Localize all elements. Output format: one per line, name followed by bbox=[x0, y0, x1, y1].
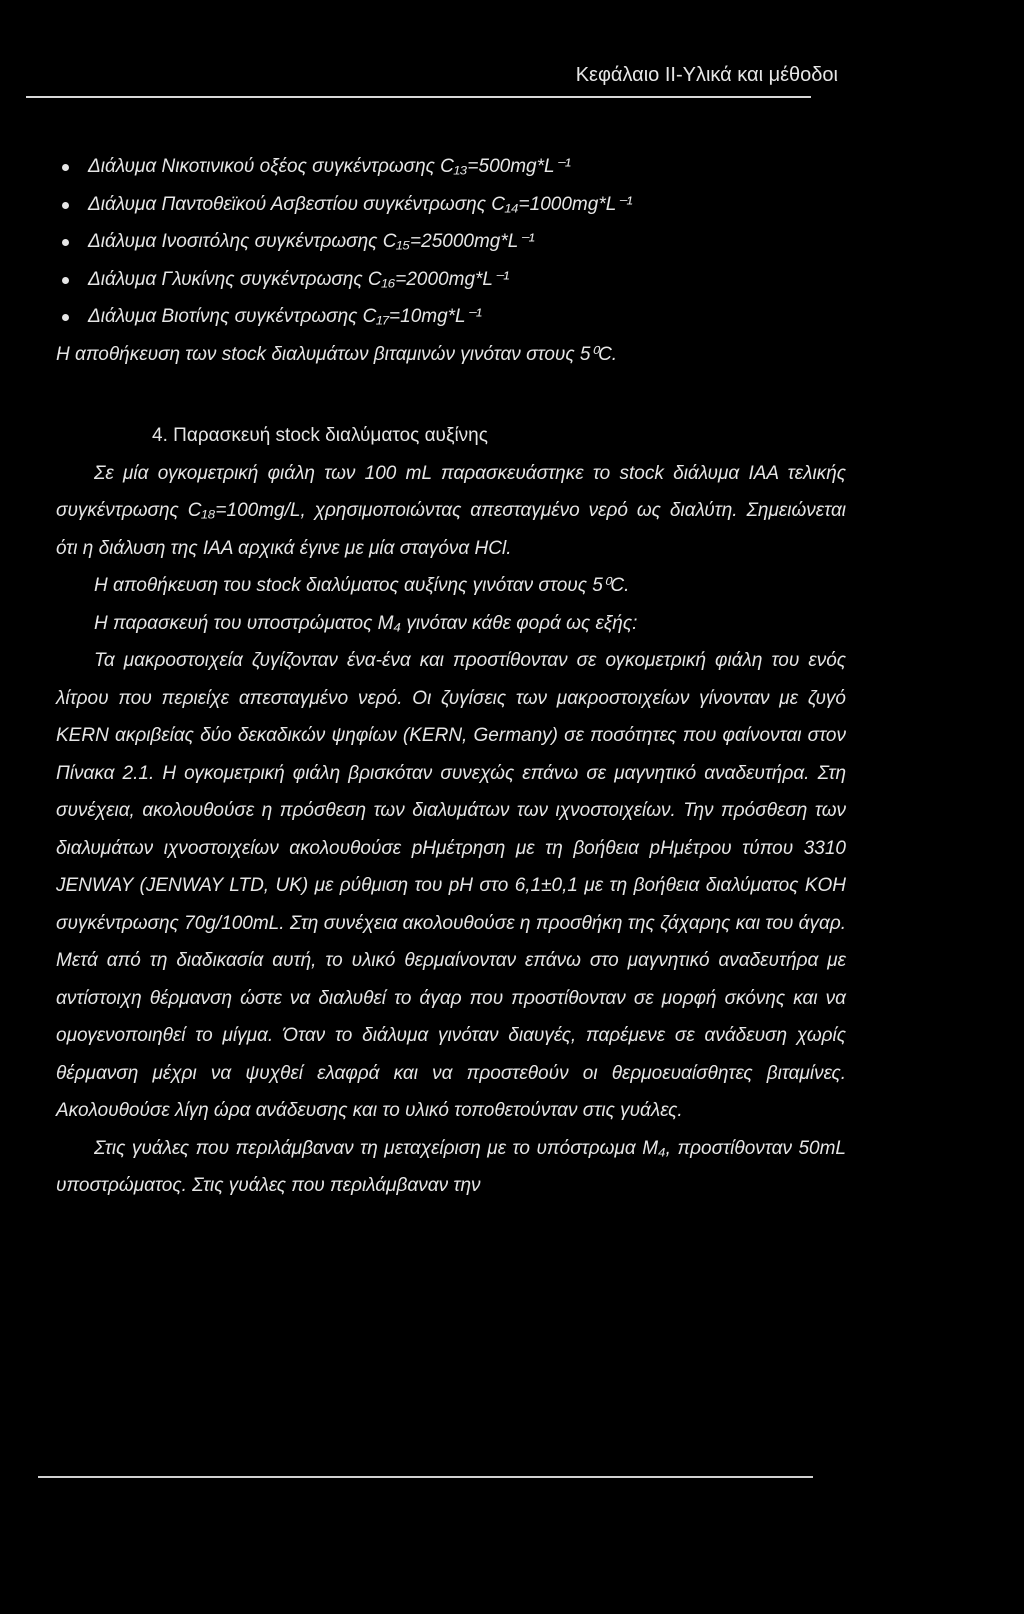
list-item bbox=[56, 298, 846, 336]
list-item bbox=[56, 223, 846, 261]
section-heading: 4. Παρασκευή stock διαλύματος αυξίνης bbox=[152, 425, 488, 446]
chapter-header: Κεφάλαιο ΙΙ-Υλικά και μέθοδοι bbox=[575, 64, 838, 86]
footer-divider bbox=[38, 1476, 813, 1478]
list-item bbox=[56, 148, 846, 186]
bullet-icon bbox=[62, 202, 69, 209]
page-body bbox=[56, 148, 846, 1205]
list-item bbox=[56, 186, 846, 224]
paragraph-iaa-preparation: Σε μία ογκομετρική φιάλη των 100 mL παρασκευάστηκε το stock διάλυμα IAA τελικής συγκέντρωσης C₁₈=100mg/L, χρησιμοποιώντας απεσταγμένο νερό ως διαλύτη. Σημειώνεται ότι η διάλυση της IAA αρχικά έγινε με μία σταγόνα HCl. bbox=[56, 462, 846, 559]
list-item-text: Διάλυμα Βιοτίνης συγκέντρωσης C₁₇=10mg*L⁻¹ bbox=[88, 306, 482, 327]
bullet-icon bbox=[62, 277, 69, 284]
bullet-icon bbox=[62, 164, 69, 171]
bullet-icon bbox=[62, 239, 69, 246]
header-divider bbox=[26, 96, 811, 98]
list-item-text: Διάλυμα Παντοθεϊκού Ασβεστίου συγκέντρωσης C₁₄=1000mg*L⁻¹ bbox=[88, 193, 633, 215]
list-item-text: Διάλυμα Νικοτινικού οξέος συγκέντρωσης C₁₃=500mg*L⁻¹ bbox=[88, 156, 571, 177]
paragraph-m4-procedure: Τα μακροστοιχεία ζυγίζονταν ένα-ένα και προστίθονταν σε ογκομετρική φιάλη του ενός λίτρου που περιείχε απεσταγμένο νερό. Οι ζυγίσεις των μακροστοιχείων γίνονταν με ζυγό KERN ακριβείας δύο δεκαδικών ψηφίων (KERN, Germany) σε ποσότητες που φαίνονται στον Πίνακα 2.1. Η ογκομετρική φιάλη βρισκόταν συνεχώς επάνω σε μαγνητικό αναδευτήρα. Στη συνέχεια, ακολουθούσε η πρόσθεση των διαλυμάτων των ιχνοστοιχείων. Την πρόσθεση των διαλυμάτων ιχνοστοιχείων ακολουθούσε pHμέτρηση με τη βοήθεια pHμέτρου τύπου 3310 JENWAY (JENWAY LTD, UK) με ρύθμιση του pH στο 6,1±0,1 με τη βοήθεια διαλύματος KOH συγκέντρωσης 70g/100mL. Στη συνέχεια ακολουθούσε η προσθήκη της ζάχαρης και του άγαρ. Μετά από τη διαδικασία αυτή, το υλικό θερμαίνονταν επάνω στο μαγνητικό αναδευτήρα με αντίστοιχη θέρμανση ώστε να διαλυθεί το άγαρ που προστίθονταν σε μορφή σκόνης και να ομογενοποιηθεί το μίγμα. Όταν το διάλυμα γινόταν διαυγές, παρέμενε σε ανάδευση χωρίς θέρμανση μέχρι να ψυχθεί ελαφρά και να προστεθούν οι θερμοευαίσθητες βιταμίνες. Ακολουθούσε λίγη ώρα ανάδευσης και το υλικό τοποθετούνταν στις γυάλες. bbox=[56, 650, 846, 1121]
paragraph-jars: Στις γυάλες που περιλάμβαναν τη μεταχείριση με το υπόστρωμα M₄, προστίθονταν 50mL υποστρώματος. Στις γυάλες που περιλάμβαναν την bbox=[56, 1137, 846, 1196]
auxin-storage-note: Η αποθήκευση του stock διαλύματος αυξίνης γινόταν στους 5⁰C. bbox=[94, 575, 630, 596]
solutions-list bbox=[56, 148, 846, 336]
bullet-icon bbox=[62, 314, 69, 321]
vitamin-storage-note: Η αποθήκευση των stock διαλυμάτων βιταμινών γινόταν στους 5⁰C. bbox=[56, 343, 618, 365]
list-item bbox=[56, 261, 846, 299]
list-item-text: Διάλυμα Ινοσιτόλης συγκέντρωσης C₁₅=25000mg*L⁻¹ bbox=[88, 231, 535, 252]
list-item-text: Διάλυμα Γλυκίνης συγκέντρωσης C₁₆=2000mg*L⁻¹ bbox=[88, 268, 510, 290]
m4-preparation-intro: Η παρασκευή του υποστρώματος M₄ γινόταν κάθε φορά ως εξής: bbox=[94, 612, 638, 634]
